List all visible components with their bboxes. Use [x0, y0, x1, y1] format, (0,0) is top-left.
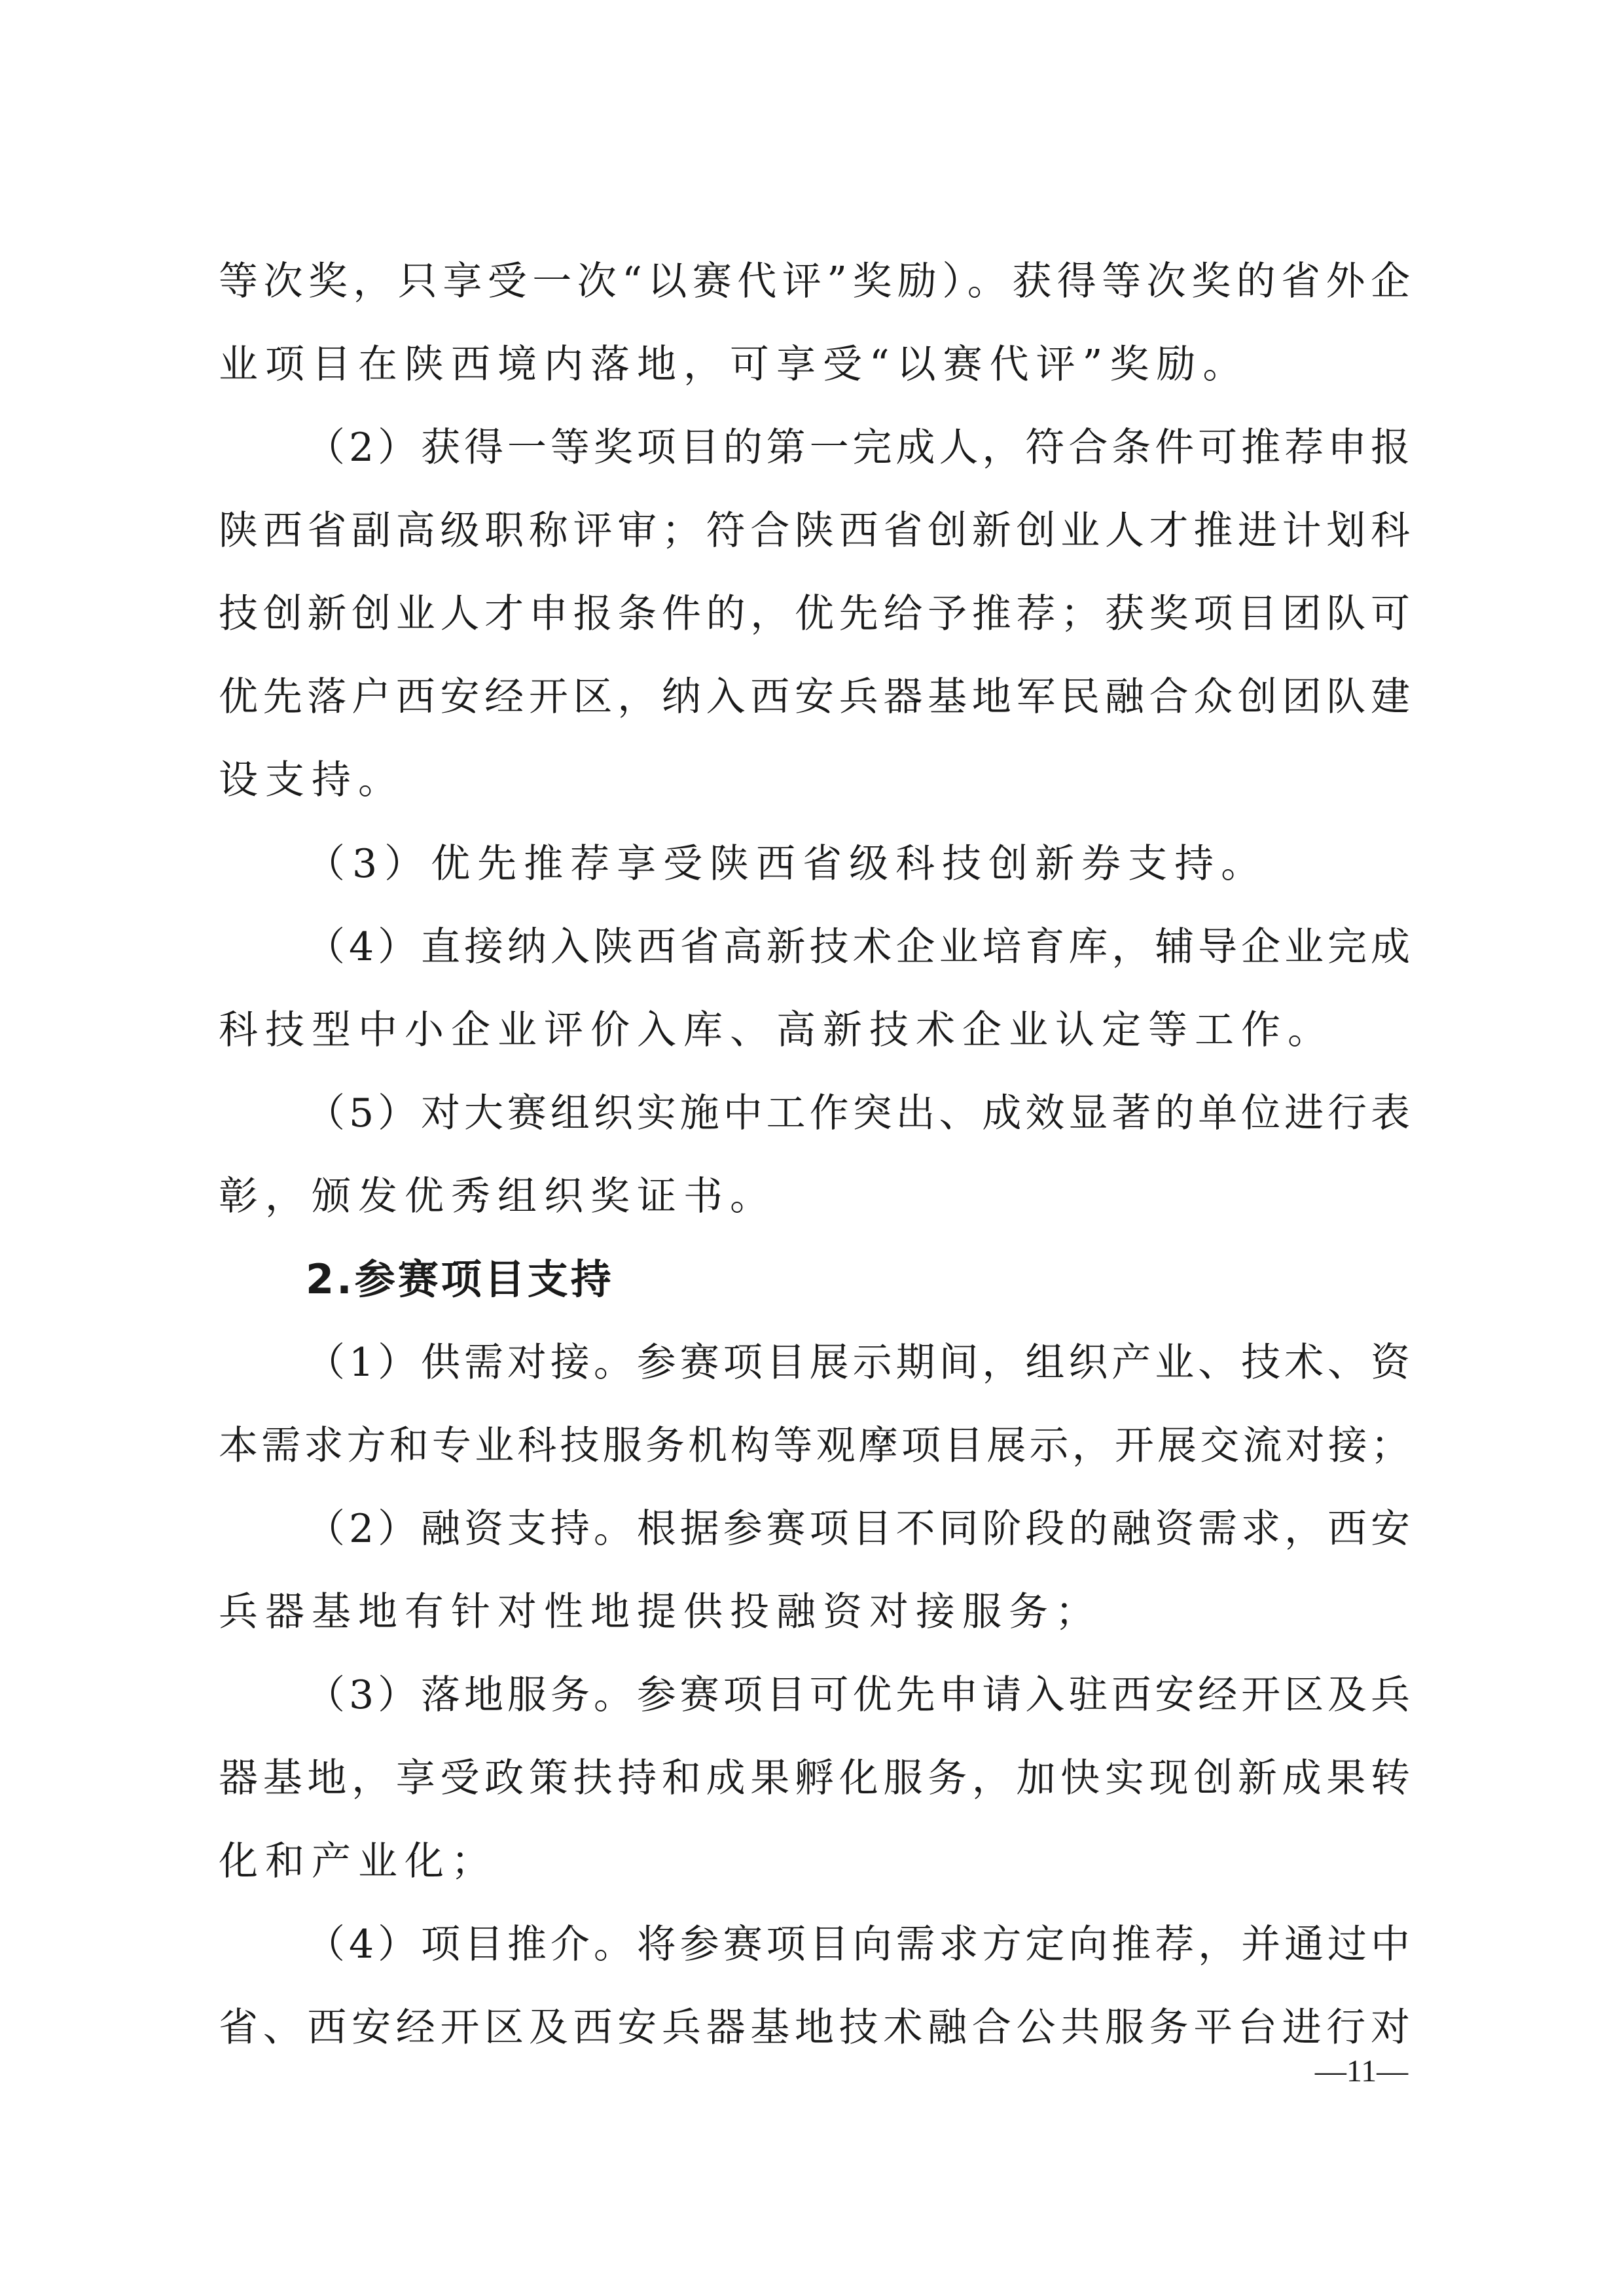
text-line: （1）供需对接。参赛项目展示期间，组织产业、技术、资	[306, 1340, 1410, 1386]
text-line: （5）对大赛组织实施中工作突出、成效显著的单位进行表	[306, 1090, 1410, 1136]
text-line: 陕西省副高级职称评审；符合陕西省创新创业人才推进计划科	[219, 508, 1410, 554]
text-line: （2）融资支持。根据参赛项目不同阶段的融资需求，西安	[306, 1506, 1410, 1552]
text-line: （3）优先推荐享受陕西省级科技创新券支持。	[306, 841, 1268, 887]
text-line: （3）落地服务。参赛项目可优先申请入驻西安经开区及兵	[306, 1672, 1410, 1718]
text-line: 技创新创业人才申报条件的，优先给予推荐；获奖项目团队可	[219, 591, 1410, 637]
page-number: —11—	[1314, 2054, 1409, 2089]
text-line: 器基地，享受政策扶持和成果孵化服务，加快实现创新成果转	[219, 1755, 1410, 1801]
text-line: 等次奖，只享受一次“以赛代评”奖励）。获得等次奖的省外企	[219, 259, 1410, 304]
text-line: 省、西安经开区及西安兵器基地技术融合公共服务平台进行对	[219, 2005, 1410, 2051]
text-line: 科技型中小企业评价入库、高新技术企业认定等工作。	[219, 1007, 1334, 1053]
text-line: 本需求方和专业科技服务机构等观摩项目展示，开展交流对接；	[219, 1423, 1410, 1469]
text-line: 业项目在陕西境内落地，可享受“以赛代评”奖励。	[219, 342, 1250, 387]
section-heading: 2.参赛项目支持	[306, 1255, 614, 1303]
text-line: 优先落户西安经开区，纳入西安兵器基地军民融合众创团队建	[219, 674, 1410, 720]
text-line: （2）获得一等奖项目的第一完成人，符合条件可推荐申报	[306, 425, 1410, 471]
text-line: （4）项目推介。将参赛项目向需求方定向推荐，并通过中	[306, 1922, 1410, 1967]
text-line: 设支持。	[219, 757, 405, 803]
text-line: （4）直接纳入陕西省高新技术企业培育库，辅导企业完成	[306, 924, 1410, 970]
text-line: 彰，颁发优秀组织奖证书。	[219, 1174, 776, 1219]
text-line: 兵器基地有针对性地提供投融资对接服务；	[219, 1589, 1102, 1635]
text-line: 化和产业化；	[219, 1839, 497, 1884]
